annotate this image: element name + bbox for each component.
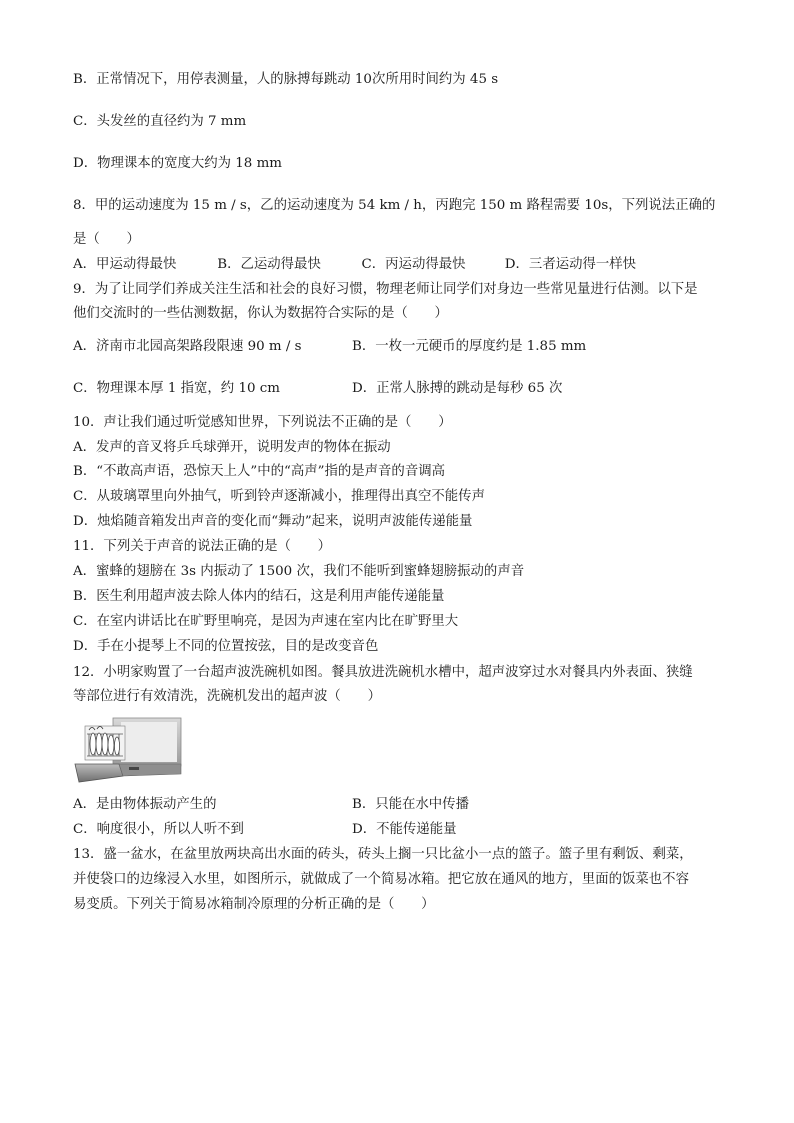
q11-option-c: C．在室内讲话比在旷野里响亮，是因为声速在室内比在旷野里大 (73, 614, 459, 629)
dishwasher-image (73, 716, 185, 784)
q12-stem-line-2: 等部位进行有效清洗，洗碗机发出的超声波（ ） (73, 689, 381, 704)
q8-option-c: C．丙运动得最快 (361, 257, 466, 272)
q8-option-d: D．三者运动得一样快 (504, 257, 637, 272)
q9-stem-line-1: 9．为了让同学们养成关注生活和社会的良好习惯，物理老师让同学们对身边一些常见量进行估测。以下是 (73, 282, 698, 297)
q10-option-b: B．“不敢高声语，恐惊天上人”中的“高声”指的是声音的音调高 (73, 464, 445, 479)
q10-stem: 10．声让我们通过听觉感知世界，下列说法不正确的是（ ） (73, 415, 452, 430)
q9-stem-line-2: 他们交流时的一些估测数据，你认为数据符合实际的是（ ） (73, 306, 448, 321)
q13-stem-line-3: 易变质。下列关于简易冰箱制冷原理的分析正确的是（ ） (73, 897, 435, 912)
q9-option-a: A．济南市北园高架路段限速 90 m / s (73, 339, 302, 354)
q11-option-d: D．手在小提琴上不同的位置按弦，目的是改变音色 (73, 639, 379, 654)
q13-stem-line-1: 13．盛一盆水，在盆里放两块高出水面的砖头，砖头上搁一只比盆小一点的篮子。篮子里有剩饭、剩菜， (73, 847, 693, 862)
q8-stem-line-2: 是（ ） (73, 232, 140, 247)
q9-option-d: D．正常人脉搏的跳动是每秒 65 次 (352, 381, 563, 396)
q8-option-b: B．乙运动得最快 (217, 257, 321, 272)
q8-option-a: A．甲运动得最快 (73, 257, 177, 272)
q12-option-a: A．是由物体振动产生的 (73, 797, 217, 812)
q8-options (73, 256, 636, 274)
q12-option-d: D．不能传递能量 (352, 822, 457, 837)
q11-option-b: B．医生利用超声波去除人体内的结石，这是利用声能传递能量 (73, 589, 445, 604)
q7-option-d: D．物理课本的宽度大约为 18 mm (73, 156, 282, 171)
q11-option-a: A．蜜蜂的翅膀在 3s 内振动了 1500 次，我们不能听到蜜蜂翅膀振动的声音 (73, 564, 525, 579)
q13-stem-line-2: 并使袋口的边缘浸入水里，如图所示，就做成了一个简易冰箱。把它放在通风的地方，里面的饭菜也不容 (73, 872, 689, 887)
q10-option-c: C．从玻璃罩里向外抽气，听到铃声逐渐减小，推理得出真空不能传声 (73, 489, 485, 504)
q12-option-b: B．只能在水中传播 (352, 797, 469, 812)
q12-option-c: C．响度很小，所以人听不到 (73, 822, 244, 837)
q12-stem-line-1: 12．小明家购置了一台超声波洗碗机如图。餐具放进洗碗机水槽中，超声波穿过水对餐具内外表面、狭缝 (73, 665, 693, 680)
q9-option-c: C．物理课本厚 1 指宽，约 10 cm (73, 381, 280, 396)
q10-option-a: A．发声的音叉将乒乓球弹开，说明发声的物体在振动 (73, 440, 391, 455)
q11-stem: 11．下列关于声音的说法正确的是（ ） (73, 539, 332, 554)
q10-option-d: D．烛焰随音箱发出声音的变化而“舞动”起来，说明声波能传递能量 (73, 514, 473, 529)
q8-stem-line-1: 8．甲的运动速度为 15 m / s，乙的运动速度为 54 km / h，丙跑完 150 m 路程需要 10s，下列说法正确的 (73, 198, 716, 213)
q9-option-b: B．一枚一元硬币的厚度约是 1.85 mm (352, 339, 587, 354)
q7-option-c: C．头发丝的直径约为 7 mm (73, 114, 247, 129)
q7-option-b: B．正常情况下，用停表测量，人的脉搏每跳动 10次所用时间约为 45 s (73, 72, 499, 87)
